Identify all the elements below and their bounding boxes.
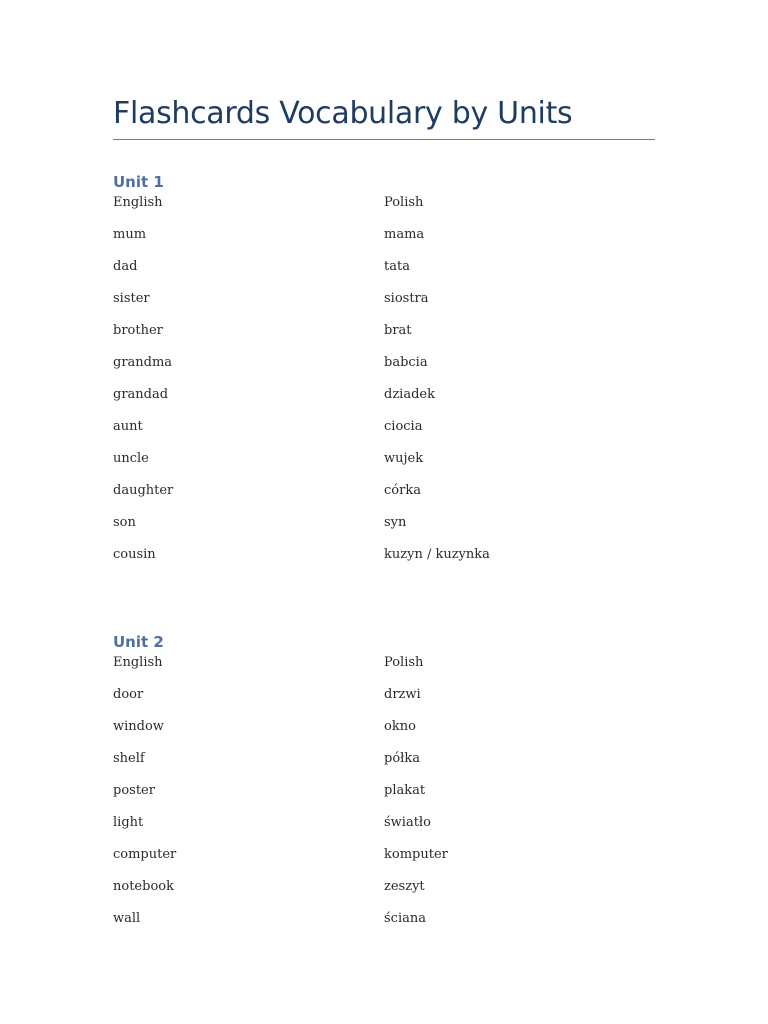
column-header-polish: Polish xyxy=(384,655,424,670)
english-word: dad xyxy=(113,259,138,274)
polish-word: światło xyxy=(384,815,431,830)
english-word: poster xyxy=(113,783,155,798)
table-row xyxy=(113,353,655,385)
table-row xyxy=(113,813,655,845)
english-word: mum xyxy=(113,227,147,242)
unit-1-section xyxy=(113,171,655,565)
polish-word: córka xyxy=(384,483,421,498)
polish-word: mama xyxy=(384,227,425,242)
english-word: sister xyxy=(113,291,150,306)
english-word: brother xyxy=(113,323,163,338)
english-word: window xyxy=(113,719,164,734)
polish-word: siostra xyxy=(384,291,429,306)
polish-word: ciocia xyxy=(384,419,423,434)
english-word: shelf xyxy=(113,751,145,766)
table-row xyxy=(113,417,655,449)
vocabulary-table xyxy=(113,653,655,929)
unit-2-section xyxy=(113,631,655,929)
english-word: daughter xyxy=(113,483,174,498)
table-row xyxy=(113,749,655,781)
table-row xyxy=(113,257,655,289)
polish-word: plakat xyxy=(384,783,426,798)
english-word: grandma xyxy=(113,355,173,370)
english-word: grandad xyxy=(113,387,169,402)
column-header-english: English xyxy=(113,195,163,210)
polish-word: dziadek xyxy=(384,387,435,402)
table-row xyxy=(113,481,655,513)
unit-heading: Unit 2 xyxy=(113,633,164,651)
document-title: Flashcards Vocabulary by Units xyxy=(113,96,573,131)
polish-word: ściana xyxy=(384,911,426,926)
table-row xyxy=(113,225,655,257)
title-divider xyxy=(113,139,655,140)
english-word: aunt xyxy=(113,419,143,434)
column-header-polish: Polish xyxy=(384,195,424,210)
polish-word: półka xyxy=(384,751,420,766)
polish-word: brat xyxy=(384,323,412,338)
table-row xyxy=(113,909,655,929)
polish-word: wujek xyxy=(384,451,424,466)
polish-word: tata xyxy=(384,259,410,274)
english-word: cousin xyxy=(113,547,156,562)
english-word: light xyxy=(113,815,144,830)
english-word: wall xyxy=(113,911,141,926)
english-word: son xyxy=(113,515,136,530)
table-row xyxy=(113,877,655,909)
table-header-row xyxy=(113,653,655,685)
unit-heading: Unit 1 xyxy=(113,173,164,191)
table-row xyxy=(113,449,655,481)
table-row xyxy=(113,845,655,877)
table-header-row xyxy=(113,193,655,225)
table-row xyxy=(113,545,655,565)
english-word: door xyxy=(113,687,144,702)
table-row xyxy=(113,685,655,717)
polish-word: komputer xyxy=(384,847,448,862)
polish-word: okno xyxy=(384,719,416,734)
english-word: notebook xyxy=(113,879,174,894)
column-header-english: English xyxy=(113,655,163,670)
table-row xyxy=(113,513,655,545)
table-row xyxy=(113,385,655,417)
table-row xyxy=(113,321,655,353)
polish-word: drzwi xyxy=(384,687,421,702)
polish-word: babcia xyxy=(384,355,428,370)
table-row xyxy=(113,717,655,749)
polish-word: kuzyn / kuzynka xyxy=(384,547,490,562)
english-word: uncle xyxy=(113,451,149,466)
vocabulary-table xyxy=(113,193,655,565)
english-word: computer xyxy=(113,847,177,862)
table-row xyxy=(113,289,655,321)
polish-word: zeszyt xyxy=(384,879,425,894)
polish-word: syn xyxy=(384,515,407,530)
table-row xyxy=(113,781,655,813)
